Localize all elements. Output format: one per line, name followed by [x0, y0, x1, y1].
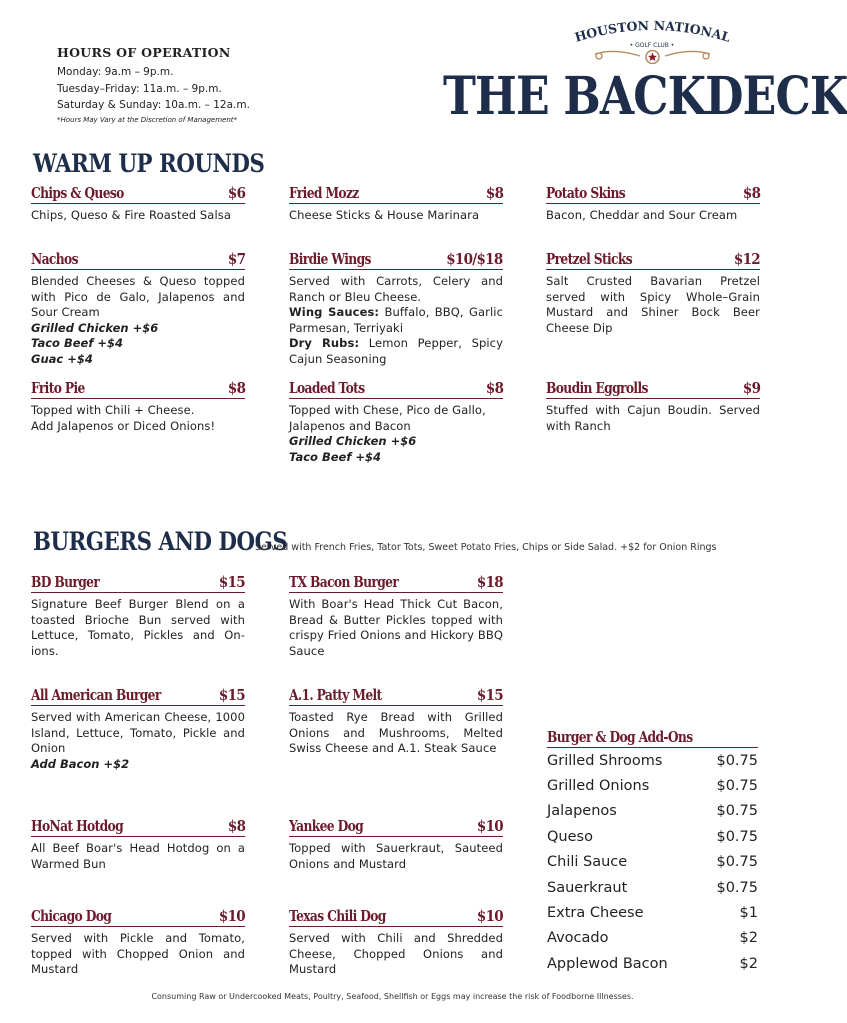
- addon-price: $0.75: [716, 752, 758, 769]
- menu-item: [289, 377, 503, 465]
- hours-line: Tuesday–Friday: 11a.m. – 9p.m.: [57, 83, 222, 95]
- item-name: Texas Chili Dog: [289, 907, 386, 925]
- item-desc: Topped with Sauerkraut, Sauteed Onions and Mustard: [289, 841, 503, 871]
- star-icon: [648, 53, 657, 62]
- item-price: $10: [476, 907, 503, 925]
- item-name: Pretzel Sticks: [546, 250, 632, 268]
- item-name: HoNat Hotdog: [31, 817, 124, 835]
- item-price: $15: [218, 686, 245, 704]
- menu-item: [31, 377, 245, 434]
- item-desc: Served with American Cheese, 1000 Island, Lettuce, Tomato, Pickle and Onion: [31, 710, 245, 755]
- item-price: $8: [485, 184, 503, 202]
- menu-item: [31, 905, 245, 978]
- item-desc: Blended Cheeses & Queso topped with Pico de Galo, Jalapenos and Sour Cream: [31, 274, 245, 319]
- addon-price: $1: [739, 905, 758, 922]
- addon-price: $2: [739, 930, 758, 947]
- item-desc: Signature Beef Burger Blend on a toasted Brioche Bun served with Lettuce, Tomato, Pickles and On-ions.: [31, 597, 245, 658]
- section-note: Served with French Fries, Tator Tots, Sweet Potato Fries, Chips or Side Salad. +$2 for Onion Rings: [255, 542, 717, 553]
- addon-name: Avocado: [547, 930, 609, 947]
- item-name: Chips & Queso: [31, 184, 124, 202]
- menu-item: [289, 905, 503, 978]
- item-price: $6: [227, 184, 245, 202]
- addon-name: Sauerkraut: [547, 879, 628, 896]
- addon-price: $0.75: [716, 854, 758, 871]
- item-price: $7: [227, 250, 245, 268]
- wing-sauces-label: Wing Sauces:: [289, 305, 380, 319]
- item-price: $8: [227, 379, 245, 397]
- item-price: $9: [742, 379, 760, 397]
- addon-row: [547, 748, 758, 773]
- menu-item: [289, 248, 503, 367]
- hours-line: Monday: 9a.m – 9p.m.: [57, 66, 174, 78]
- addon-price: $0.75: [716, 803, 758, 820]
- item-desc: Served with Chili and Shredded Cheese, Chopped Onions and Mustard: [289, 931, 503, 976]
- addon-price: $0.75: [716, 778, 758, 795]
- item-name: Potato Skins: [546, 184, 626, 202]
- section-title-warmup: WARM UP ROUNDS: [33, 149, 265, 178]
- menu-item: [31, 571, 245, 659]
- hours-title: HOURS OF OPERATION: [57, 45, 231, 60]
- item-desc: Topped with Chili + Cheese.: [31, 403, 195, 417]
- item-addon: Grilled Chicken +$6: [31, 320, 159, 335]
- item-addon: Taco Beef +$4: [289, 449, 381, 464]
- item-desc: Served with Pickle and Tomato, topped with Chopped Onion and Mustard: [31, 931, 245, 976]
- club-logo: [565, 14, 740, 64]
- item-price: $12: [733, 250, 760, 268]
- item-name: Birdie Wings: [289, 250, 371, 268]
- addon-name: Queso: [547, 828, 593, 845]
- menu-item: [31, 248, 245, 367]
- item-name: A.1. Patty Melt: [289, 686, 382, 704]
- addon-price: $0.75: [716, 879, 758, 896]
- menu-item: [289, 815, 503, 872]
- menu-item: [289, 571, 503, 659]
- addon-row: [547, 951, 758, 976]
- menu-item: [31, 684, 245, 772]
- menu-item: [546, 248, 760, 336]
- wing-sauces-list: Buffalo, BBQ, Garlic Parmesan, Terriyaki: [289, 305, 503, 335]
- item-name: Chicago Dog: [31, 907, 112, 925]
- addon-row: [547, 799, 758, 824]
- addon-price: $0.75: [716, 828, 758, 845]
- item-name: BD Burger: [31, 573, 100, 591]
- item-price: $8: [227, 817, 245, 835]
- menu-item: [31, 182, 245, 224]
- addon-row: [547, 850, 758, 875]
- item-addon: Grilled Chicken +$6: [289, 434, 417, 448]
- item-desc: Topped with Chese, Pico de Gallo, Jalapenos and Bacon: [289, 403, 486, 433]
- addon-name: Grilled Shrooms: [547, 752, 663, 769]
- addon-name: Jalapenos: [547, 803, 617, 820]
- addon-row: [547, 900, 758, 925]
- item-name: Boudin Eggrolls: [546, 379, 648, 397]
- wing-sauces: [289, 305, 503, 336]
- dry-rubs-label: Dry Rubs:: [289, 336, 360, 350]
- footer-disclaimer: Consuming Raw or Undercooked Meats, Poultry, Seafood, Shellfish or Eggs may increase the risk of Foodborne Illnesses.: [151, 992, 634, 1001]
- item-price: $15: [218, 573, 245, 591]
- hours-note: *Hours May Vary at the Discretion of Management*: [57, 116, 238, 124]
- item-desc: Chips, Queso & Fire Roasted Salsa: [31, 208, 231, 222]
- item-price: $18: [476, 573, 503, 591]
- menu-item: [289, 684, 503, 757]
- item-name: Yankee Dog: [289, 817, 364, 835]
- item-price: $8: [742, 184, 760, 202]
- item-price: $10: [476, 817, 503, 835]
- addon-name: Grilled Onions: [547, 778, 650, 795]
- item-price: $10: [218, 907, 245, 925]
- item-addon: Add Bacon +$2: [31, 756, 130, 771]
- item-price: $8: [485, 379, 503, 397]
- item-name: All American Burger: [31, 686, 161, 704]
- addon-name: Applewod Bacon: [547, 955, 668, 972]
- dry-rubs-list: Lemon Pepper, Spicy Cajun Seasoning: [289, 336, 503, 366]
- item-name: TX Bacon Burger: [289, 573, 399, 591]
- item-desc: All Beef Boar's Head Hotdog on a Warmed Bun: [31, 841, 245, 871]
- addon-row: [547, 875, 758, 900]
- item-price: $15: [476, 686, 503, 704]
- menu-item: [31, 815, 245, 872]
- menu-item: [546, 377, 760, 434]
- item-desc: Toasted Rye Bread with Grilled Onions and Mushrooms, Melted Swiss Cheese and A.1. Steak Sauce: [289, 710, 503, 755]
- section-title-burgers: BURGERS AND DOGS: [33, 527, 288, 556]
- addon-row: [547, 773, 758, 798]
- hours-line: Saturday & Sunday: 10a.m. – 12a.m.: [57, 99, 250, 111]
- item-name: Nachos: [31, 250, 78, 268]
- item-desc: Salt Crusted Bavarian Pretzel served with Spicy Whole–Grain Mustard and Shiner Bock Beer Cheese Dip: [546, 274, 760, 335]
- page-title: THE BACKDECK: [443, 66, 847, 127]
- item-name: Frito Pie: [31, 379, 85, 397]
- item-desc: Add Jalapenos or Diced Onions!: [31, 418, 216, 433]
- addon-row: [547, 824, 758, 849]
- menu-item: [546, 182, 760, 224]
- addon-name: Chili Sauce: [547, 854, 628, 871]
- logo-line1: HOUSTON NATIONAL: [572, 17, 733, 45]
- item-desc: Bacon, Cheddar and Sour Cream: [546, 208, 738, 222]
- item-desc: Cheese Sticks & House Marinara: [289, 208, 480, 222]
- item-desc: Served with Carrots, Celery and Ranch or Bleu Cheese.: [289, 274, 503, 304]
- item-name: Fried Mozz: [289, 184, 359, 202]
- dry-rubs: [289, 336, 503, 367]
- addons-panel: [547, 726, 758, 977]
- addon-name: Extra Cheese: [547, 905, 644, 922]
- item-addon: Guac +$4: [31, 351, 93, 366]
- addon-price: $2: [739, 955, 758, 972]
- item-price: $10/$18: [446, 250, 503, 268]
- logo-line2: • GOLF CLUB •: [629, 42, 675, 49]
- item-addon: Taco Beef +$4: [31, 336, 123, 350]
- menu-item: [289, 182, 503, 224]
- item-desc: Stuffed with Cajun Boudin. Served with Ranch: [546, 403, 760, 433]
- addon-row: [547, 926, 758, 951]
- item-desc: With Boar's Head Thick Cut Bacon, Bread & Butter Pickles topped with crispy Fried Onions and Hickory BBQ Sauce: [289, 597, 503, 658]
- item-name: Loaded Tots: [289, 379, 365, 397]
- addons-title: Burger & Dog Add-Ons: [547, 728, 693, 746]
